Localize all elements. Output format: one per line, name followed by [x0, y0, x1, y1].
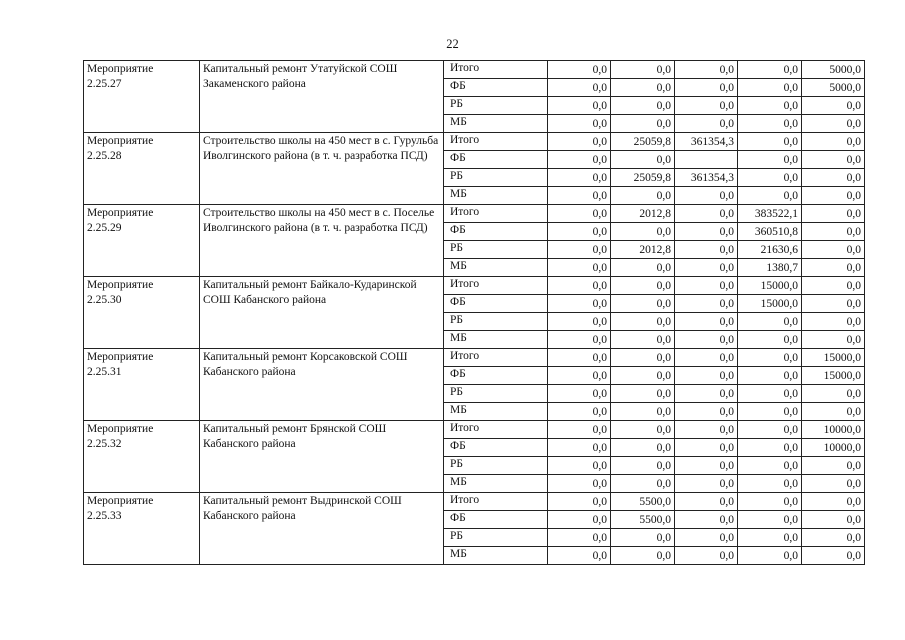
table-row — [84, 349, 865, 367]
activity-description: Капитальный ремонт Корсаковской СОШ Кабанского района — [200, 349, 444, 421]
activity-cell — [84, 61, 200, 133]
funding-source: РБ — [444, 457, 548, 475]
funding-source: Итого — [444, 205, 548, 223]
amount-cell: 0,0 — [611, 385, 675, 403]
amount-cell: 1380,7 — [738, 259, 802, 277]
amount-cell: 0,0 — [611, 313, 675, 331]
table-row — [84, 61, 865, 79]
amount-cell: 0,0 — [611, 115, 675, 133]
amount-cell: 2012,8 — [611, 205, 675, 223]
amount-cell: 10000,0 — [802, 439, 865, 457]
amount-cell: 0,0 — [548, 223, 611, 241]
amount-cell: 0,0 — [611, 151, 675, 169]
amount-cell: 0,0 — [548, 367, 611, 385]
amount-cell: 0,0 — [802, 277, 865, 295]
amount-cell: 0,0 — [738, 331, 802, 349]
amount-cell: 0,0 — [802, 115, 865, 133]
amount-cell: 0,0 — [548, 259, 611, 277]
amount-cell: 0,0 — [611, 61, 675, 79]
amount-cell: 0,0 — [675, 349, 738, 367]
funding-source: ФБ — [444, 439, 548, 457]
amount-cell: 0,0 — [738, 493, 802, 511]
amount-cell: 0,0 — [675, 223, 738, 241]
amount-cell: 0,0 — [802, 313, 865, 331]
amount-cell: 0,0 — [802, 295, 865, 313]
amount-cell: 0,0 — [611, 187, 675, 205]
funding-source: Итого — [444, 133, 548, 151]
amount-cell: 0,0 — [738, 529, 802, 547]
funding-source: МБ — [444, 331, 548, 349]
amount-cell: 15000,0 — [802, 367, 865, 385]
amount-cell: 0,0 — [611, 403, 675, 421]
funding-source: ФБ — [444, 295, 548, 313]
amount-cell — [675, 151, 738, 169]
activity-description: Строительство школы на 450 мест в с. Гурульба Иволгинского района (в т. ч. разработка ПСД) — [200, 133, 444, 205]
amount-cell: 0,0 — [675, 493, 738, 511]
funding-source: МБ — [444, 547, 548, 565]
amount-cell: 0,0 — [738, 115, 802, 133]
activity-cell — [84, 205, 200, 277]
amount-cell: 0,0 — [548, 241, 611, 259]
amount-cell: 0,0 — [802, 187, 865, 205]
amount-cell: 0,0 — [738, 349, 802, 367]
amount-cell: 0,0 — [738, 475, 802, 493]
amount-cell: 0,0 — [675, 277, 738, 295]
amount-cell: 0,0 — [738, 151, 802, 169]
funding-source: ФБ — [444, 79, 548, 97]
activity-code: 2.25.33 — [87, 510, 122, 522]
amount-cell: 0,0 — [611, 439, 675, 457]
amount-cell: 383522,1 — [738, 205, 802, 223]
activity-description: Капитальный ремонт Байкало-Кударинской СОШ Кабанского района — [200, 277, 444, 349]
amount-cell: 0,0 — [802, 241, 865, 259]
amount-cell: 0,0 — [802, 493, 865, 511]
amount-cell: 0,0 — [738, 187, 802, 205]
amount-cell: 0,0 — [611, 457, 675, 475]
amount-cell: 0,0 — [738, 169, 802, 187]
funding-source: РБ — [444, 241, 548, 259]
funding-source: РБ — [444, 313, 548, 331]
funding-source: МБ — [444, 403, 548, 421]
amount-cell: 0,0 — [675, 403, 738, 421]
amount-cell: 0,0 — [802, 457, 865, 475]
amount-cell: 0,0 — [548, 457, 611, 475]
amount-cell: 0,0 — [675, 547, 738, 565]
activity-label: Мероприятие — [87, 351, 154, 363]
amount-cell: 2012,8 — [611, 241, 675, 259]
amount-cell: 0,0 — [738, 511, 802, 529]
amount-cell: 0,0 — [548, 439, 611, 457]
amount-cell: 15000,0 — [738, 277, 802, 295]
amount-cell: 0,0 — [802, 133, 865, 151]
amount-cell: 0,0 — [738, 439, 802, 457]
amount-cell: 0,0 — [738, 61, 802, 79]
amount-cell: 0,0 — [675, 421, 738, 439]
amount-cell: 0,0 — [802, 169, 865, 187]
amount-cell: 25059,8 — [611, 169, 675, 187]
table-row — [84, 493, 865, 511]
funding-source: ФБ — [444, 511, 548, 529]
amount-cell: 0,0 — [738, 97, 802, 115]
amount-cell: 0,0 — [802, 259, 865, 277]
amount-cell: 360510,8 — [738, 223, 802, 241]
amount-cell: 0,0 — [548, 529, 611, 547]
budget-table — [83, 60, 865, 565]
amount-cell: 0,0 — [548, 97, 611, 115]
amount-cell: 21630,6 — [738, 241, 802, 259]
activity-cell — [84, 421, 200, 493]
activity-code: 2.25.28 — [87, 150, 122, 162]
amount-cell: 0,0 — [611, 331, 675, 349]
activity-label: Мероприятие — [87, 495, 154, 507]
amount-cell: 0,0 — [548, 169, 611, 187]
amount-cell: 0,0 — [675, 475, 738, 493]
amount-cell: 0,0 — [611, 421, 675, 439]
funding-source: РБ — [444, 97, 548, 115]
amount-cell: 0,0 — [611, 277, 675, 295]
amount-cell: 0,0 — [738, 547, 802, 565]
page-number: 22 — [446, 37, 459, 51]
funding-source: РБ — [444, 385, 548, 403]
amount-cell: 5000,0 — [802, 61, 865, 79]
activity-label: Мероприятие — [87, 207, 154, 219]
funding-source: МБ — [444, 115, 548, 133]
amount-cell: 5000,0 — [802, 79, 865, 97]
amount-cell: 0,0 — [675, 115, 738, 133]
amount-cell: 0,0 — [802, 331, 865, 349]
amount-cell: 0,0 — [611, 547, 675, 565]
amount-cell: 25059,8 — [611, 133, 675, 151]
activity-cell — [84, 277, 200, 349]
activity-code: 2.25.32 — [87, 438, 122, 450]
amount-cell: 0,0 — [675, 295, 738, 313]
amount-cell: 0,0 — [548, 205, 611, 223]
amount-cell: 0,0 — [675, 61, 738, 79]
amount-cell: 0,0 — [611, 97, 675, 115]
amount-cell: 15000,0 — [738, 295, 802, 313]
amount-cell: 0,0 — [738, 79, 802, 97]
amount-cell: 0,0 — [548, 295, 611, 313]
activity-cell — [84, 133, 200, 205]
funding-source: ФБ — [444, 367, 548, 385]
amount-cell: 0,0 — [548, 79, 611, 97]
amount-cell: 0,0 — [548, 151, 611, 169]
amount-cell: 0,0 — [548, 511, 611, 529]
amount-cell: 10000,0 — [802, 421, 865, 439]
amount-cell: 0,0 — [548, 421, 611, 439]
activity-code: 2.25.31 — [87, 366, 122, 378]
amount-cell: 0,0 — [675, 457, 738, 475]
funding-source: Итого — [444, 277, 548, 295]
amount-cell: 0,0 — [802, 223, 865, 241]
amount-cell: 0,0 — [675, 313, 738, 331]
funding-source: Итого — [444, 421, 548, 439]
activity-description: Строительство школы на 450 мест в с. Поселье Иволгинского района (в т. ч. разработка ПСД) — [200, 205, 444, 277]
activity-label: Мероприятие — [87, 423, 154, 435]
activity-description: Капитальный ремонт Брянской СОШ Кабанского района — [200, 421, 444, 493]
funding-source: РБ — [444, 169, 548, 187]
table-row — [84, 421, 865, 439]
amount-cell: 0,0 — [738, 421, 802, 439]
funding-source: МБ — [444, 475, 548, 493]
activity-cell — [84, 349, 200, 421]
table-row — [84, 133, 865, 151]
funding-source: Итого — [444, 349, 548, 367]
amount-cell: 0,0 — [675, 97, 738, 115]
amount-cell: 0,0 — [548, 115, 611, 133]
amount-cell: 0,0 — [548, 349, 611, 367]
funding-source: Итого — [444, 493, 548, 511]
amount-cell: 0,0 — [548, 493, 611, 511]
amount-cell: 0,0 — [675, 367, 738, 385]
table-row — [84, 277, 865, 295]
amount-cell: 0,0 — [675, 187, 738, 205]
funding-source: МБ — [444, 187, 548, 205]
amount-cell: 0,0 — [611, 367, 675, 385]
amount-cell: 5500,0 — [611, 511, 675, 529]
amount-cell: 0,0 — [802, 97, 865, 115]
funding-source: ФБ — [444, 223, 548, 241]
amount-cell: 0,0 — [738, 133, 802, 151]
amount-cell: 5500,0 — [611, 493, 675, 511]
amount-cell: 0,0 — [548, 385, 611, 403]
activity-label: Мероприятие — [87, 279, 154, 291]
amount-cell: 0,0 — [548, 133, 611, 151]
funding-source: ФБ — [444, 151, 548, 169]
amount-cell: 0,0 — [548, 475, 611, 493]
amount-cell: 0,0 — [675, 511, 738, 529]
amount-cell: 0,0 — [738, 367, 802, 385]
funding-source: Итого — [444, 61, 548, 79]
activity-code: 2.25.29 — [87, 222, 122, 234]
amount-cell: 0,0 — [611, 349, 675, 367]
amount-cell: 0,0 — [675, 529, 738, 547]
amount-cell: 0,0 — [738, 385, 802, 403]
amount-cell: 0,0 — [611, 259, 675, 277]
amount-cell: 0,0 — [802, 151, 865, 169]
funding-source: РБ — [444, 529, 548, 547]
amount-cell: 0,0 — [611, 223, 675, 241]
amount-cell: 0,0 — [611, 529, 675, 547]
amount-cell: 0,0 — [611, 79, 675, 97]
amount-cell: 0,0 — [802, 385, 865, 403]
funding-source: МБ — [444, 259, 548, 277]
amount-cell: 0,0 — [802, 529, 865, 547]
table-row — [84, 205, 865, 223]
amount-cell: 0,0 — [548, 547, 611, 565]
amount-cell: 0,0 — [802, 205, 865, 223]
amount-cell: 361354,3 — [675, 169, 738, 187]
amount-cell: 0,0 — [802, 475, 865, 493]
amount-cell: 0,0 — [802, 511, 865, 529]
amount-cell: 0,0 — [738, 313, 802, 331]
activity-code: 2.25.27 — [87, 78, 122, 90]
amount-cell: 0,0 — [611, 475, 675, 493]
amount-cell: 0,0 — [738, 403, 802, 421]
activity-code: 2.25.30 — [87, 294, 122, 306]
amount-cell: 0,0 — [548, 331, 611, 349]
amount-cell: 0,0 — [675, 439, 738, 457]
activity-description: Капитальный ремонт Утатуйской СОШ Закаменского района — [200, 61, 444, 133]
amount-cell: 0,0 — [675, 241, 738, 259]
amount-cell: 0,0 — [548, 61, 611, 79]
amount-cell: 0,0 — [675, 205, 738, 223]
activity-label: Мероприятие — [87, 63, 154, 75]
amount-cell: 0,0 — [548, 187, 611, 205]
amount-cell: 0,0 — [548, 277, 611, 295]
amount-cell: 0,0 — [738, 457, 802, 475]
amount-cell: 0,0 — [675, 331, 738, 349]
amount-cell: 0,0 — [611, 295, 675, 313]
amount-cell: 0,0 — [548, 313, 611, 331]
amount-cell: 0,0 — [802, 403, 865, 421]
amount-cell: 15000,0 — [802, 349, 865, 367]
amount-cell: 361354,3 — [675, 133, 738, 151]
activity-cell — [84, 493, 200, 565]
amount-cell: 0,0 — [802, 547, 865, 565]
amount-cell: 0,0 — [675, 79, 738, 97]
activity-label: Мероприятие — [87, 135, 154, 147]
amount-cell: 0,0 — [548, 403, 611, 421]
amount-cell: 0,0 — [675, 385, 738, 403]
activity-description: Капитальный ремонт Выдринской СОШ Кабанского района — [200, 493, 444, 565]
amount-cell: 0,0 — [675, 259, 738, 277]
